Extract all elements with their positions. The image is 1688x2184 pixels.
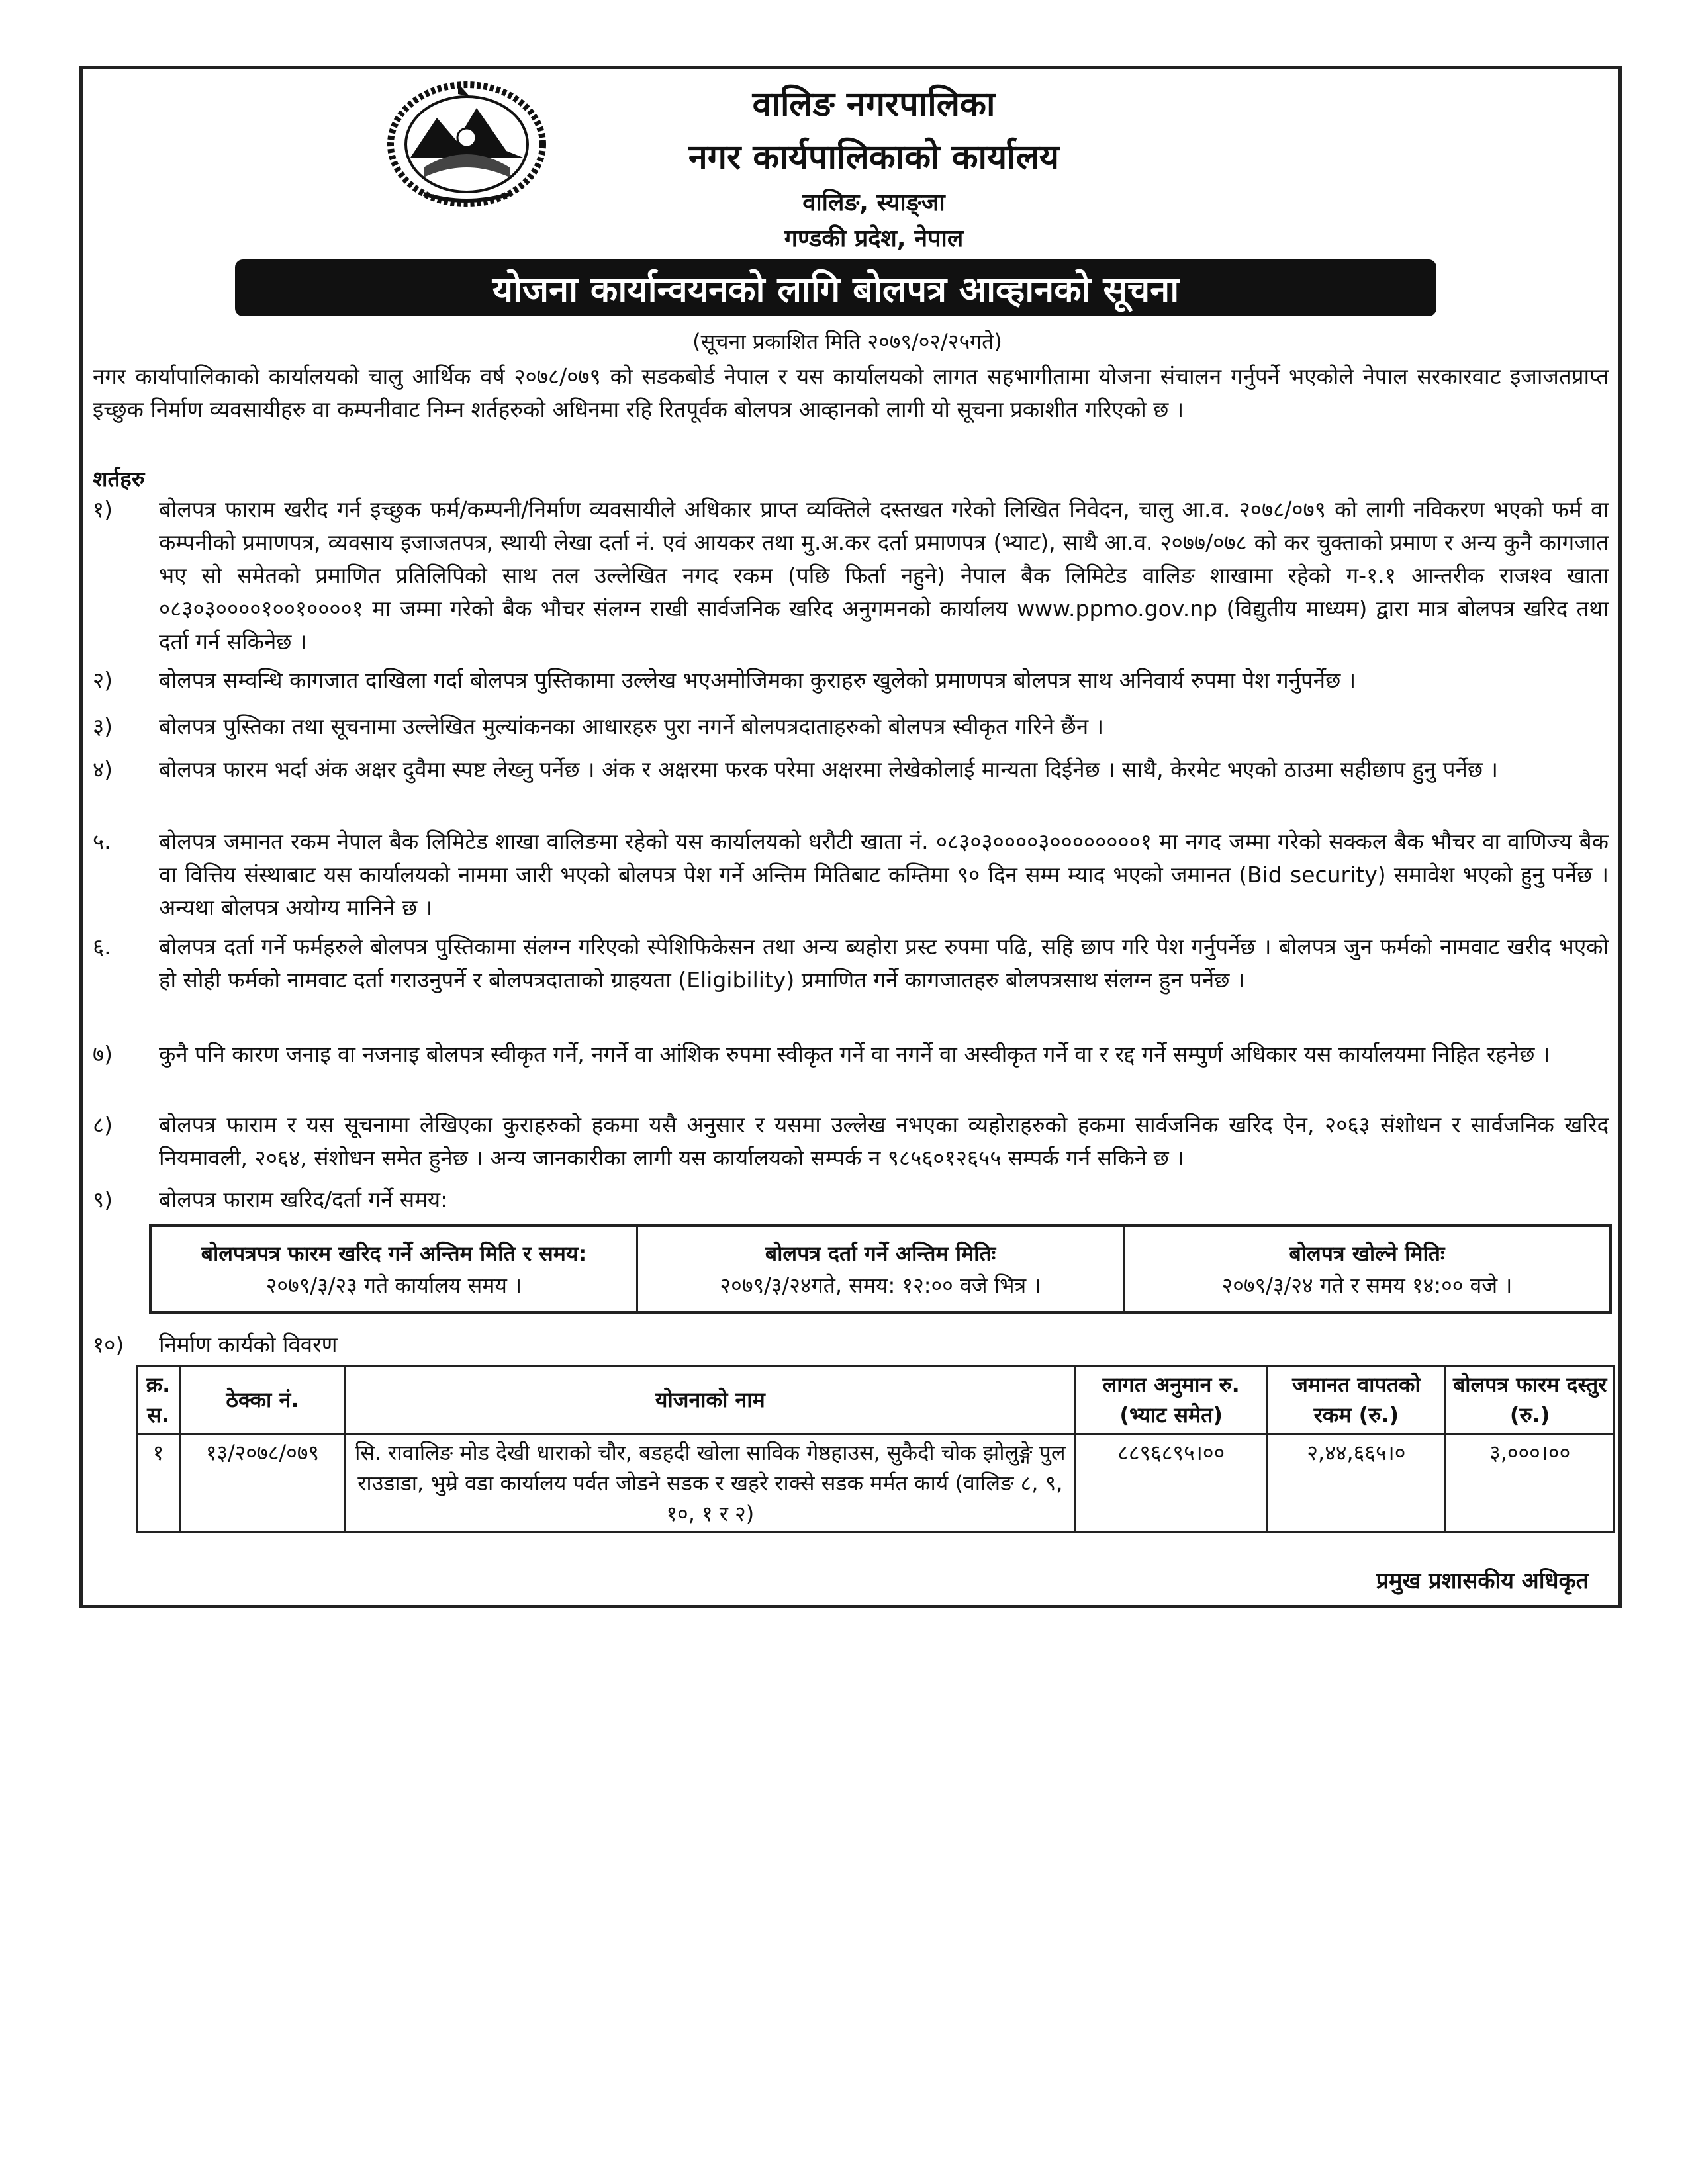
condition-1 <box>93 493 1609 659</box>
condition-text: कुनै पनि कारण जनाइ वा नजनाइ बोलपत्र स्वीकृत गर्ने, नगर्ने वा आंशिक रुपमा स्वीकृत गर्ने वा नगर्ने वा अस्वीकृत गर्ने वा र रद्द गर्ने सम्पुर्ण अधिकार यस कार्यालयमा निहित रहनेछ । <box>159 1041 1550 1067</box>
condition-number: ६. <box>93 934 111 960</box>
condition-7 <box>93 1038 1609 1071</box>
deadline-table <box>149 1224 1612 1314</box>
condition-text: बोलपत्र जमानत रकम नेपाल बैक लिमिटेड शाखा वालिङमा रहेको यस कार्यालयको धरौटी खाता नं. ०८३०३००००३००००००००१ मा नगद जम्मा गरेको सक्कल बैक भौचर वा वाणिज्य बैक वा वित्तिय संस्थाबाट यस कार्यालयको नाममा जारी भएको बोलपत्र पेश गर्ने अन्तिम मितिबाट कम्तिमा ९० दिन सम्म म्याद भएको जमानत (Bid security) समावेश भएको हुनु पर्नेछ । अन्यथा बोलपत्र अयोग्य मानिने छ । <box>159 829 1609 921</box>
office-name: नगर कार्यपालिकाको कार्यालय <box>688 138 1060 177</box>
condition-text: बोलपत्र फारम भर्दा अंक अक्षर दुवैमा स्पष्ट लेख्नु पर्नेछ । अंक र अक्षरमा फरक परेमा अक्षरमा लेखेकोलाई मान्यता दिईनेछ । साथै, केरमेट भएको ठाउमा सहीछाप हुनु पर्नेछ । <box>159 756 1498 782</box>
opening-date-value: २०७९/३/२४ गते र समय १४:०० वजे । <box>1221 1272 1513 1298</box>
col-bid-security: जमानत वापतको रकम (रु.) <box>1267 1366 1446 1434</box>
opening-date-heading: बोलपत्र खोल्ने मितिः <box>1289 1240 1445 1266</box>
works-heading-text: निर्माण कार्यको विवरण <box>159 1332 338 1357</box>
works-table <box>136 1365 1615 1533</box>
condition-number: ९) <box>93 1187 113 1212</box>
cell-project-name: सि. रावालिङ मोड देखी धाराको चौर, बडहदी खोला साविक गेष्ठहाउस, सुकैदी चोक झोलुङ्गे पुल राउडाडा, भुम्रे वडा कार्यालय पर्वत जोडने सडक र खहरे राक्से सडक मर्मत कार्य (वालिङ ८, ९, १०, १ र २) <box>345 1434 1075 1533</box>
cell-form-fee: ३,०००।०० <box>1446 1434 1615 1533</box>
condition-text: बोलपत्र दर्ता गर्ने फर्महरुले बोलपत्र पुस्तिकामा संलग्न गरिएको स्पेशिफिकेसन तथा अन्य ब्यहोरा प्रस्ट रुपमा पढि, सहि छाप गरि पेश गर्नुपर्नेछ । बोलपत्र जुन फर्मको नामवाट खरीद भएको हो सोही फर्मको नामवाट दर्ता गराउनुपर्ने र बोलपत्रदाताको ग्राहयता (Eligibility) प्रमाणित गर्ने कागजातहरु बोलपत्रसाथ संलग्न हुन पर्नेछ । <box>159 934 1609 993</box>
condition-6 <box>93 931 1609 997</box>
cell-cost-estimate: ८८९६८९५।०० <box>1075 1434 1267 1533</box>
signatory-title: प्रमुख प्रशासकीय अधिकृत <box>1376 1568 1589 1594</box>
notice-title-banner: योजना कार्यान्वयनको लागि बोलपत्र आव्हानको सूचना <box>235 259 1436 316</box>
col-project-name: योजनाको नाम <box>345 1366 1075 1434</box>
province-country: गण्डकी प्रदेश, नेपाल <box>784 225 964 252</box>
condition-text: बोलपत्र पुस्तिका तथा सूचनामा उल्लेखित मुल्यांकनका आधारहरु पुरा नगर्ने बोलपत्रदाताहरुको बोलपत्र स्वीकृत गरिने छैंन । <box>159 713 1104 739</box>
condition-number: ४) <box>93 756 113 782</box>
condition-number: १) <box>93 496 113 522</box>
cell-contract-no: १३/२०७८/०७९ <box>179 1434 345 1533</box>
condition-5 <box>93 825 1609 925</box>
condition-number: ७) <box>93 1041 113 1067</box>
office-address: वालिङ, स्याङ्जा <box>802 189 945 216</box>
condition-number: २) <box>93 667 113 693</box>
condition-9 <box>93 1183 1609 1216</box>
condition-4 <box>93 753 1609 786</box>
terms-heading: शर्तहरु <box>93 466 145 492</box>
condition-2 <box>93 664 1609 697</box>
condition-number: ३) <box>93 713 113 739</box>
purchase-deadline-heading: बोलपत्रपत्र फारम खरिद गर्ने अन्तिम मिति र समय: <box>201 1240 587 1266</box>
condition-text: बोलपत्र फाराम खरिद/दर्ता गर्ने समय: <box>159 1187 448 1212</box>
table-header-row <box>137 1366 1615 1434</box>
opening-date-cell <box>1125 1227 1609 1311</box>
registration-deadline-cell <box>638 1227 1125 1311</box>
works-heading <box>93 1329 338 1359</box>
intro-paragraph: नगर कार्यापालिकाको कार्यालयको चालु आर्थिक वर्ष २०७८/०७९ को सडकबोर्ड नेपाल र यस कार्यालयको लागत सहभागीतामा योजना संचालन गर्नुपर्ने भएकोले नेपाल सरकारवाट इजाजतप्राप्त इच्छुक निर्माण व्यवसायीहरु वा कम्पनीवाट निम्न शर्तहरुको अधिनमा रहि रितपूर्वक बोलपत्र आव्हानको लागी यो सूचना प्रकाशीत गरिएको छ । <box>93 363 1609 422</box>
condition-8 <box>93 1109 1609 1175</box>
condition-text: बोलपत्र सम्वन्धि कागजात दाखिला गर्दा बोलपत्र पुस्तिकामा उल्लेख भएअमोजिमका कुराहरु खुलेको प्रमाणपत्र बोलपत्र साथ अनिवार्य रुपमा पेश गर्नुपर्नेछ । <box>159 667 1356 693</box>
condition-3 <box>93 710 1609 743</box>
col-form-fee: बोलपत्र फारम दस्तुर (रु.) <box>1446 1366 1615 1434</box>
condition-number: ५. <box>93 829 111 854</box>
publish-date: (सूचना प्रकाशित मिति २०७९/०२/२५गते) <box>692 329 1002 354</box>
registration-deadline-heading: बोलपत्र दर्ता गर्ने अन्तिम मितिः <box>765 1240 996 1266</box>
col-cost-estimate: लागत अनुमान रु. (भ्याट समेत) <box>1075 1366 1267 1434</box>
col-serial: क्र. स. <box>137 1366 180 1434</box>
table-row <box>137 1434 1615 1533</box>
condition-text: बोलपत्र फाराम र यस सूचनामा लेखिएका कुराहरुको हकमा यसै अनुसार र यसमा उल्लेख नभएका व्यहोराहरुको हकमा सार्वजनिक खरिद ऐन, २०६३ संशोधन र सार्वजनिक खरिद नियमावली, २०६४, संशोधन समेत हुनेछ । अन्य जानकारीका लागी यस कार्यालयको सम्पर्क न ९८५६०१२६५५ सम्पर्क गर्न सकिने छ । <box>159 1112 1609 1171</box>
col-contract-no: ठेक्का नं. <box>179 1366 345 1434</box>
registration-deadline-value: २०७९/३/२४गते, समय: १२:०० वजे भित्र । <box>720 1272 1041 1298</box>
purchase-deadline-value: २०७९/३/२३ गते कार्यालय समय । <box>265 1272 522 1298</box>
cell-bid-security: २,४४,६६५।० <box>1267 1434 1446 1533</box>
condition-number: ८) <box>93 1112 113 1138</box>
works-heading-number: १०) <box>93 1332 124 1357</box>
purchase-deadline-cell <box>152 1227 638 1311</box>
condition-text: बोलपत्र फाराम खरीद गर्न इच्छुक फर्म/कम्पनी/निर्माण व्यवसायीले अधिकार प्राप्त व्यक्तिले दस्तखत गरेको लिखित निवेदन, चालु आ.व. २०७८/०७९ को लागी नविकरण भएको फर्म वा कम्पनीको प्रमाणपत्र, व्यवसाय इजाजतपत्र, स्थायी लेखा दर्ता नं. एवं आयकर तथा मु.अ.कर दर्ता प्रमाणपत्र (भ्याट), साथै आ.व. २०७७/०७८ को कर चुक्ताको प्रमाण र अन्य कुनै कागजात भए सो समेतको प्रमाणित प्रतिलिपिको साथ तल उल्लेखित नगद रकम (पछि फिर्ता नहुने) नेपाल बैक लिमिटेड वालिङ शाखामा रहेको ग-१.१ आन्तरीक राजश्व खाता ०८३०३००००१००१००००१ मा जम्मा गरेको बैक भौचर संलग्न राखी सार्वजनिक खरिद अनुगमनको कार्यालय www.ppmo.gov.np (विद्युतीय माध्यम) द्वारा मात्र बोलपत्र खरिद तथा दर्ता गर्न सकिनेछ । <box>159 496 1609 655</box>
municipality-name: वालिङ नगरपालिका <box>752 85 996 124</box>
cell-serial: १ <box>137 1434 180 1533</box>
